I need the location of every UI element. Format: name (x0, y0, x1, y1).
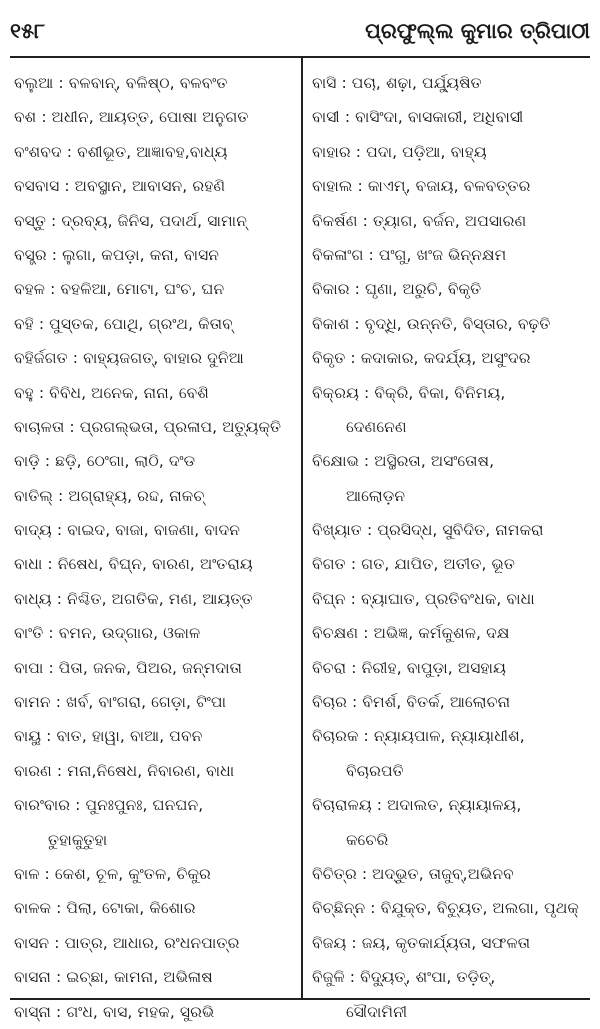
dictionary-entry: ବିଜୁଳି : ବିଦ୍ୟୁତ୍, ଶଂପା, ତଡ଼ିତ୍, (312, 968, 496, 987)
header-rule (10, 56, 590, 58)
dictionary-entry: ବହି : ପୁସ୍ତକ, ପୋଥି, ଗ୍ରଂଥ, କିତାବ୍ (14, 314, 233, 333)
dictionary-entry: ବିକାର : ଘୃଣା, ଅରୁଚି, ବିକୃତି (312, 280, 482, 299)
footer-rule (10, 998, 590, 1000)
dictionary-entry: ବିଗତ : ଗତ, ଯାପିତ, ଅତୀତ, ଭୂତ (312, 555, 515, 574)
dictionary-entry: ବିକାଶ : ବୃଦ୍ଧି, ଉନ୍ନତି, ବିସ୍ତାର, ବଢ଼ତି (312, 314, 551, 333)
page-header (10, 14, 590, 48)
dictionary-entry: ବିଚାରକ : ନ୍ୟାୟପାଳ, ନ୍ୟାୟାଧୀଶ, (312, 727, 525, 746)
dictionary-entry: ବିକର୍ଷଣ : ତ୍ୟାଗ, ବର୍ଜନ, ଅପସାରଣ (312, 211, 527, 230)
dictionary-entry: ବସ୍ତୁ : ଦ୍ରବ୍ୟ, ଜିନିସ, ପଦାର୍ଥ, ସାମାନ୍ (14, 211, 247, 230)
dictionary-entry: ବାସନ : ପାତ୍ର, ଆଧାର, ରଂଧନପାତ୍ର (14, 933, 240, 952)
dictionary-entry: ବଶ : ଅଧୀନ, ଆୟତ୍ତ, ପୋଷା ଅନୁଗତ (14, 108, 249, 127)
dictionary-entry: ବାଧ୍ୟ : ନିଶ୍ଚିତ, ଅଗତିକ, ମଣ, ଆୟତ୍ତ (14, 589, 253, 608)
dictionary-entry: ବିଘ୍ନ : ବ୍ୟାଘାତ, ପ୍ରତିବଂଧକ, ବାଧା (312, 589, 535, 608)
dictionary-entry: ବାମନ : ଖର୍ବ, ବାଂଗରା, ଗେଡ଼ା, ଟିଂପା (14, 693, 227, 712)
dictionary-entry: ବହଳ : ବହଳିଆ, ମୋଟା, ଘଂଚ, ଘନ (14, 280, 225, 299)
dictionary-entry: ବାଧା : ନିଷେଧ, ବିଘ୍ନ, ବାରଣ, ଅଂତରାୟ (14, 555, 253, 574)
dictionary-entry: ବିକୃତ : କଦାକାର, କଦର୍ଯ୍ୟ, ଅସୁଂଦର (312, 349, 531, 368)
dictionary-entry: ବହିର୍ଜଗତ : ବାହ୍ୟଜଗତ୍, ବାହାର ଦୁନିଆ (14, 349, 244, 368)
dictionary-entry: ବାଂତି : ବମନ, ଉଦ୍‌ଗାର, ଓକାଳ (14, 624, 201, 643)
entry-continuation: ବିଚାରପତି (346, 761, 404, 780)
entry-continuation: ସୌଦାମିନୀ (346, 1002, 408, 1021)
dictionary-entry: ବାସୀ : ବାସିଂଦା, ବାସକାରୀ, ଅଧିବାସୀ (312, 108, 524, 127)
dictionary-entry: ବିଚକ୍ଷଣ : ଅଭିଜ୍ଞ, କର୍ମକୁଶଳ, ଦକ୍ଷ (312, 624, 510, 643)
dictionary-entry: ବିକ୍ଷୋଭ : ଅସ୍ଥିରତା, ଅସଂତୋଷ, (312, 452, 495, 471)
dictionary-entry: ବିଚିତ୍ର : ଅଦ୍ଭୁତ, ତାଜୁବ୍,ଅଭିନବ (312, 864, 514, 883)
dictionary-entry: ବାପା : ପିତା, ଜନକ, ପିଅର, ଜନ୍ମଦାତା (14, 658, 243, 677)
dictionary-entry: ବାଳ : କେଶ, ଚୂଳ, କୁଂତଳ, ଚିକୁର (14, 864, 211, 883)
dictionary-entry: ବାସନା : ଇଚ୍ଛା, କାମନା, ଅଭିଳାଷ (14, 968, 213, 987)
dictionary-entry: ବଲୁଆ : ବଳବାନ୍, ବଳିଷ୍ଠ, ବଳବଂତ (14, 74, 228, 92)
book-title: ପ୍ରଫୁଲ୍ଲ କୁମାର ତ୍ରିପାଠୀ (365, 18, 590, 43)
dictionary-entry: ବିଚ୍ଛିନ୍ନ : ବିଯୁକ୍ତ, ବିଚ୍ୟୁତ, ଅଲଗା, ପୃଥକ୍ (312, 899, 579, 918)
dictionary-entry: ବିଚରା : ନିରୀହ, ବାପୁଡ଼ା, ଅସହାୟ (312, 658, 506, 677)
dictionary-entry: ବାରଂବାର : ପୁନଃପୁନଃ, ଘନଘନ, (14, 796, 204, 815)
column-divider (301, 58, 303, 998)
dictionary-entry: ବାଦ୍ୟ : ବାଇଦ, ବାଜା, ବାଜଣା, ବାଦନ (14, 521, 241, 540)
dictionary-entry: ବସବାସ : ଅବସ୍ଥାନ, ଆବାସନ, ରହଣି (14, 177, 226, 196)
dictionary-entry: ବିଖ୍ୟାତ : ପ୍ରସିଦ୍ଧ, ସୁବିଦିତ, ନାମକରା (312, 521, 544, 540)
page-number: ୧୫୮ (10, 18, 46, 43)
dictionary-entry: ବାତିଲ୍ : ଅଗ୍ରାହ୍ୟ, ରଦ୍ଦ, ନାକଚ୍ (14, 486, 205, 505)
dictionary-entry: ବାସ୍ନା : ଗଂଧ, ବାସ, ମହକ, ସୁରଭି (14, 1002, 215, 1021)
dictionary-entry: ବିଜୟ : ଜୟ, କୃତକାର୍ଯ୍ୟତା, ସଫଳତା (312, 933, 531, 952)
dictionary-entry: ବାରଣ : ମନା,ନିଷେଧ, ନିବାରଣ, ବାଧା (14, 761, 235, 780)
dictionary-entry: ବସ୍ତ୍ର : ଲୁଗା, କପଡ଼ା, କନା, ବାସନ (14, 245, 220, 264)
dictionary-entry: ବାଡ଼ି : ଛଡ଼ି, ଠେଂଗା, ଲାଠି, ଦଂଡ (14, 452, 196, 471)
dictionary-entry: ବିକଳାଂଗ : ପଂଗୁ, ଖଂଜ ଭିନ୍ନକ୍ଷମ (312, 245, 507, 264)
entry-continuation: ଦେଣନେଣ (346, 417, 407, 436)
left-column (14, 66, 296, 1029)
dictionary-entry: ବିକ୍ରୟ : ବିକ୍ରି, ବିକା, ବିନିମୟ, (312, 383, 506, 402)
dictionary-entry: ବାଚାଳତା : ପ୍ରଗଲ୍‌ଭତା, ପ୍ରଳାପ, ଅତ୍ୟୁକ୍ତି (14, 417, 282, 436)
dictionary-entry: ବିଚାର : ବିମର୍ଶ, ବିତର୍କ, ଆଲୋଚନା (312, 693, 511, 712)
dictionary-entry: ବାୟୁ : ବାତ, ହାୱା, ବାଆ, ପବନ (14, 727, 203, 746)
dictionary-entry: ବହୁ : ବିବିଧ, ଅନେକ, ନାନା, ବେଶି (14, 383, 209, 402)
dictionary-entry: ବାସି : ପଚା, ଶଢ଼ା, ପର୍ଯ୍ୟୁଷିତ (312, 74, 482, 92)
dictionary-entry: ବିଚାରାଳୟ : ଅଦାଲତ, ନ୍ୟାୟାଳୟ, (312, 796, 522, 815)
dictionary-entry: ବଂଶବଦ : ବଶୀଭୂତ, ଆଜ୍ଞାବହ,ବାଧ୍ୟ (14, 142, 228, 161)
dictionary-entry: ବାହାଲ : କାଏମ୍, ବଜାୟ, ବଳବତ୍ତର (312, 177, 531, 196)
dictionary-entry: ବାହାର : ପଦା, ପଡ଼ିଆ, ବାହ୍ୟ (312, 142, 487, 161)
entry-continuation: ଆଲୋଡ଼ନ (346, 486, 406, 505)
entry-continuation: ତୁହାକୁତୁହା (48, 830, 108, 849)
entry-continuation: କଚେରି (346, 830, 389, 849)
right-column (312, 66, 588, 1029)
dictionary-entry: ବାଳକ : ପିଲା, ଟୋକା, କିଶୋର (14, 899, 196, 918)
